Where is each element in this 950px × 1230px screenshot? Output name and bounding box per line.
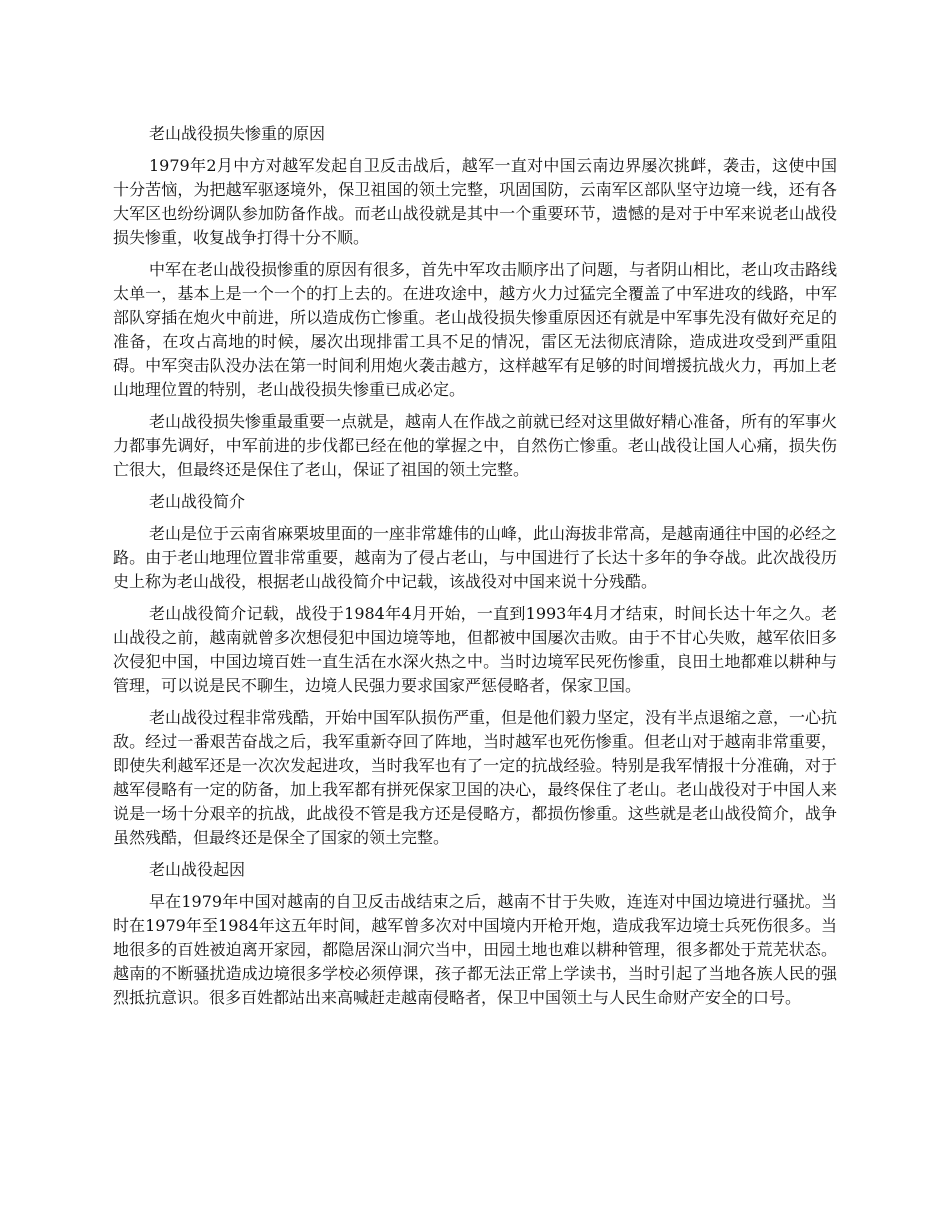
section-battle-intro xyxy=(113,490,837,850)
paragraph: 老山战役损失惨重最重要一点就是，越南人在作战之前就已经对这里做好精心准备，所有的军事火力都事先调好，中军前进的步伐都已经在他的掌握之中，自然伤亡惨重。老山战役让国人心痛，损失伤亡很大，但最终还是保住了老山，保证了祖国的领土完整。 xyxy=(113,412,838,479)
section-heading: 老山战役损失惨重的原因 xyxy=(149,124,326,143)
paragraph: 早在1979年中国对越南的自卫反击战结束之后，越南不甘于失败，连连对中国边境进行骚扰。当时在1979年至1984年这五年时间，越军曾多次对中国境内开枪开炮，造成我军边境士兵死伤很多。当地很多的百姓被迫离开家园，都隐居深山洞穴当中，田园土地也难以耕种管理，很多都处于荒芜状态。越南的不断骚扰造成边境很多学校必须停课，孩子都无法正常上学读书，当时引起了当地各族人民的强烈抵抗意识。很多百姓都站出来高喊赶走越南侵略者，保卫中国领土与人民生命财产安全的口号。 xyxy=(113,892,837,1007)
section-heading: 老山战役简介 xyxy=(149,492,246,511)
paragraph: 老山战役简介记载，战役于1984年4月开始，一直到1993年4月才结束，时间长达十年之久。老山战役之前，越南就曾多次想侵犯中国边境等地，但都被中国屡次击败。由于不甘心失败，越军依旧多次侵犯中国，中国边境百姓一直生活在水深火热之中。当时边境军民死伤惨重，良田土地都难以耕种与管理，可以说是民不聊生，边境人民强力要求国家严惩侵略者，保家卫国。 xyxy=(113,604,837,695)
section-battle-cause xyxy=(113,858,837,1010)
document-body xyxy=(113,122,837,1018)
section-heading: 老山战役起因 xyxy=(149,860,246,879)
paragraph: 老山战役过程非常残酷，开始中国军队损伤严重，但是他们毅力坚定，没有半点退缩之意，一心抗敌。经过一番艰苦奋战之后，我军重新夺回了阵地，当时越军也死伤惨重。但老山对于越南非常重要，即使失利越军还是一次次发起进攻，当时我军也有了一定的抗战经验。特别是我军情报十分准确，对于越军侵略有一定的防备，加上我军都有拼死保家卫国的决心，最终保住了老山。老山战役对于中国人来说是一场十分艰辛的抗战，此战役不管是我方还是侵略方，都损伤惨重。这些就是老山战役简介，战争虽然残酷，但最终还是保全了国家的领土完整。 xyxy=(113,708,838,847)
paragraph: 中军在老山战役损惨重的原因有很多，首先中军攻击顺序出了问题，与者阴山相比，老山攻击路线太单一，基本上是一个一个的打上去的。在进攻途中，越方火力过猛完全覆盖了中军进攻的线路，中军部队穿插在炮火中前进，所以造成伤亡惨重。老山战役损失惨重原因还有就是中军事先没有做好充足的准备，在攻占高地的时候，屡次出现排雷工具不足的情况，雷区无法彻底清除，造成进攻受到严重阻碍。中军突击队没办法在第一时间利用炮火袭击越方，这样越军有足够的时间增援抗战火力，再加上老山地理位置的特别，老山战役损失惨重已成必定。 xyxy=(113,260,838,399)
section-loss-causes xyxy=(113,122,837,482)
paragraph: 1979年2月中方对越军发起自卫反击战后，越军一直对中国云南边界屡次挑衅，袭击，这使中国十分苦恼，为把越军驱逐境外，保卫祖国的领土完整，巩固国防，云南军区部队坚守边境一线，还有各大军区也纷纷调队参加防备作战。而老山战役就是其中一个重要环节，遗憾的是对于中军来说老山战役损失惨重，收复战争打得十分不顺。 xyxy=(113,156,837,247)
paragraph: 老山是位于云南省麻栗坡里面的一座非常雄伟的山峰，此山海拔非常高，是越南通往中国的必经之路。由于老山地理位置非常重要，越南为了侵占老山，与中国进行了长达十多年的争夺战。此次战役历史上称为老山战役，根据老山战役简介中记载，该战役对中国来说十分残酷。 xyxy=(113,524,838,591)
